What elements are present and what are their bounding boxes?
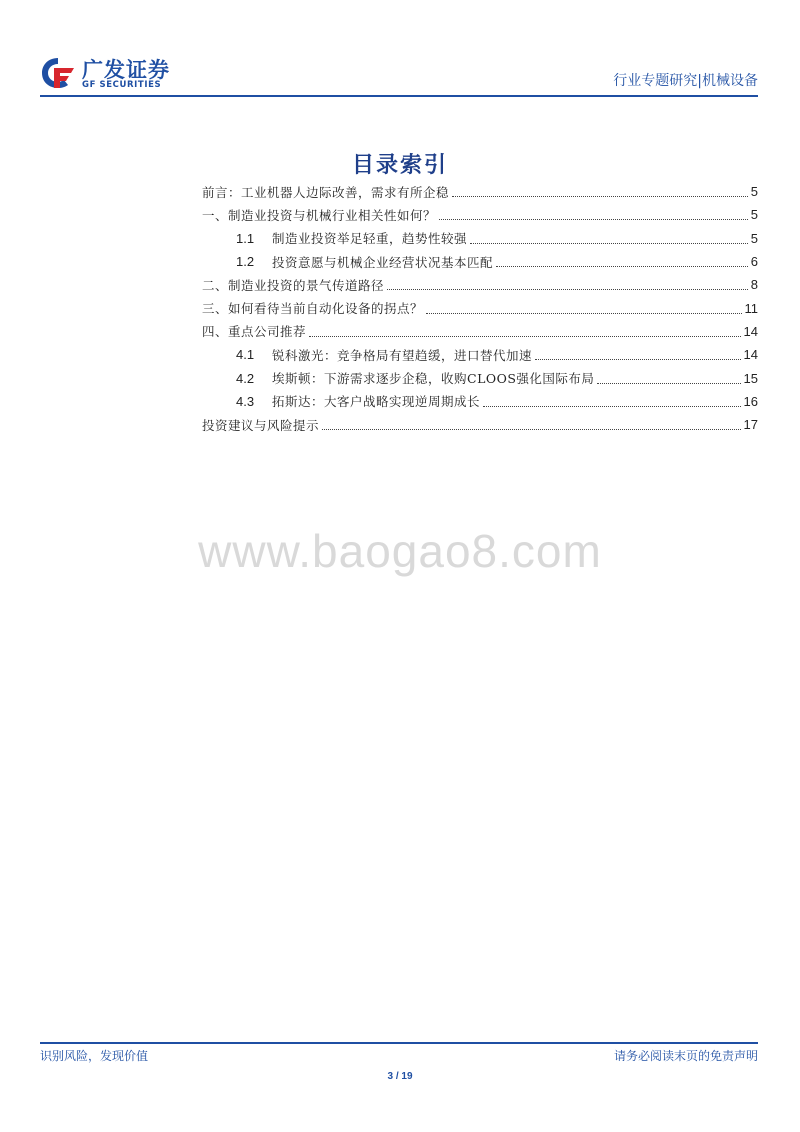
toc-entry[interactable]	[202, 273, 758, 296]
toc-entry[interactable]	[202, 366, 758, 389]
toc-entry-page: 5	[750, 184, 758, 200]
toc-entry[interactable]	[202, 390, 758, 413]
toc-entry-title: 拓斯达：大客户战略实现逆周期成长	[272, 394, 481, 410]
page-header	[40, 52, 758, 94]
toc-entry[interactable]	[202, 413, 758, 436]
toc-dot-leader	[496, 266, 748, 267]
toc-entry-page: 5	[750, 230, 758, 246]
toc-entry-title: 三、如何看待当前自动化设备的拐点？	[202, 301, 424, 317]
toc-entry-title: 锐科激光：竞争格局有望趋缓，进口替代加速	[272, 347, 533, 363]
toc-entry-page: 15	[743, 370, 758, 386]
toc-entry[interactable]	[202, 203, 758, 226]
toc-entry-page: 14	[743, 323, 758, 339]
logo-english-name: GF SECURITIES	[82, 80, 162, 90]
company-logo	[40, 52, 180, 94]
toc-dot-leader	[322, 429, 741, 430]
report-category: 行业专题研究|机械设备	[613, 73, 758, 89]
toc-dot-leader	[535, 359, 741, 360]
toc-dot-leader	[309, 336, 741, 337]
toc-entry-number: 1.1	[236, 230, 255, 246]
toc-entry-page: 14	[743, 347, 758, 363]
toc-entry-page: 6	[750, 254, 758, 270]
toc-dot-leader	[439, 219, 748, 220]
logo-chinese-name: 广发证券	[82, 58, 170, 82]
toc-title: 目录索引	[351, 152, 448, 178]
header-divider	[40, 95, 758, 97]
toc-entry[interactable]	[202, 180, 758, 203]
toc-entry-number: 1.2	[236, 254, 255, 270]
toc-entry-page: 17	[743, 417, 758, 433]
toc-entry-title: 投资意愿与机械企业经营状况基本匹配	[272, 254, 494, 270]
table-of-contents	[202, 180, 758, 436]
toc-entry-title: 埃斯顿：下游需求逐步企稳，收购CLOOS强化国际布局	[272, 371, 595, 387]
toc-entry-page: 5	[750, 207, 758, 223]
toc-entry-page: 8	[750, 277, 758, 293]
toc-entry-title: 一、制造业投资与机械行业相关性如何？	[202, 207, 437, 223]
toc-dot-leader	[387, 289, 748, 290]
toc-entry-page: 11	[744, 300, 758, 316]
toc-entry-title: 四、重点公司推荐	[202, 324, 307, 340]
toc-entry-number: 4.1	[236, 347, 255, 363]
toc-dot-leader	[470, 243, 748, 244]
toc-dot-leader	[452, 196, 748, 197]
toc-entry-title: 投资建议与风险提示	[202, 417, 320, 433]
toc-dot-leader	[597, 383, 740, 384]
gf-logo-icon	[40, 56, 76, 90]
footer-slogan: 识别风险，发现价值	[40, 1049, 149, 1063]
toc-entry-title: 二、制造业投资的景气传道路径	[202, 277, 385, 293]
toc-entry[interactable]	[202, 250, 758, 273]
watermark: www.baogao8.com	[198, 525, 602, 577]
toc-entry-number: 4.3	[236, 393, 255, 409]
toc-entry-title: 前言：工业机器人边际改善，需求有所企稳	[202, 184, 450, 200]
page-number: 3 / 19	[387, 1071, 413, 1082]
footer-divider	[40, 1042, 758, 1044]
toc-dot-leader	[426, 313, 741, 314]
toc-entry[interactable]	[202, 227, 758, 250]
toc-entry[interactable]	[202, 320, 758, 343]
toc-entry[interactable]	[202, 296, 758, 319]
toc-entry-title: 制造业投资举足轻重，趋势性较强	[272, 231, 468, 247]
toc-dot-leader	[483, 406, 741, 407]
footer-disclaimer-note: 请务必阅读末页的免责声明	[613, 1049, 758, 1063]
toc-entry[interactable]	[202, 343, 758, 366]
toc-entry-page: 16	[743, 393, 758, 409]
toc-entry-number: 4.2	[236, 370, 255, 386]
